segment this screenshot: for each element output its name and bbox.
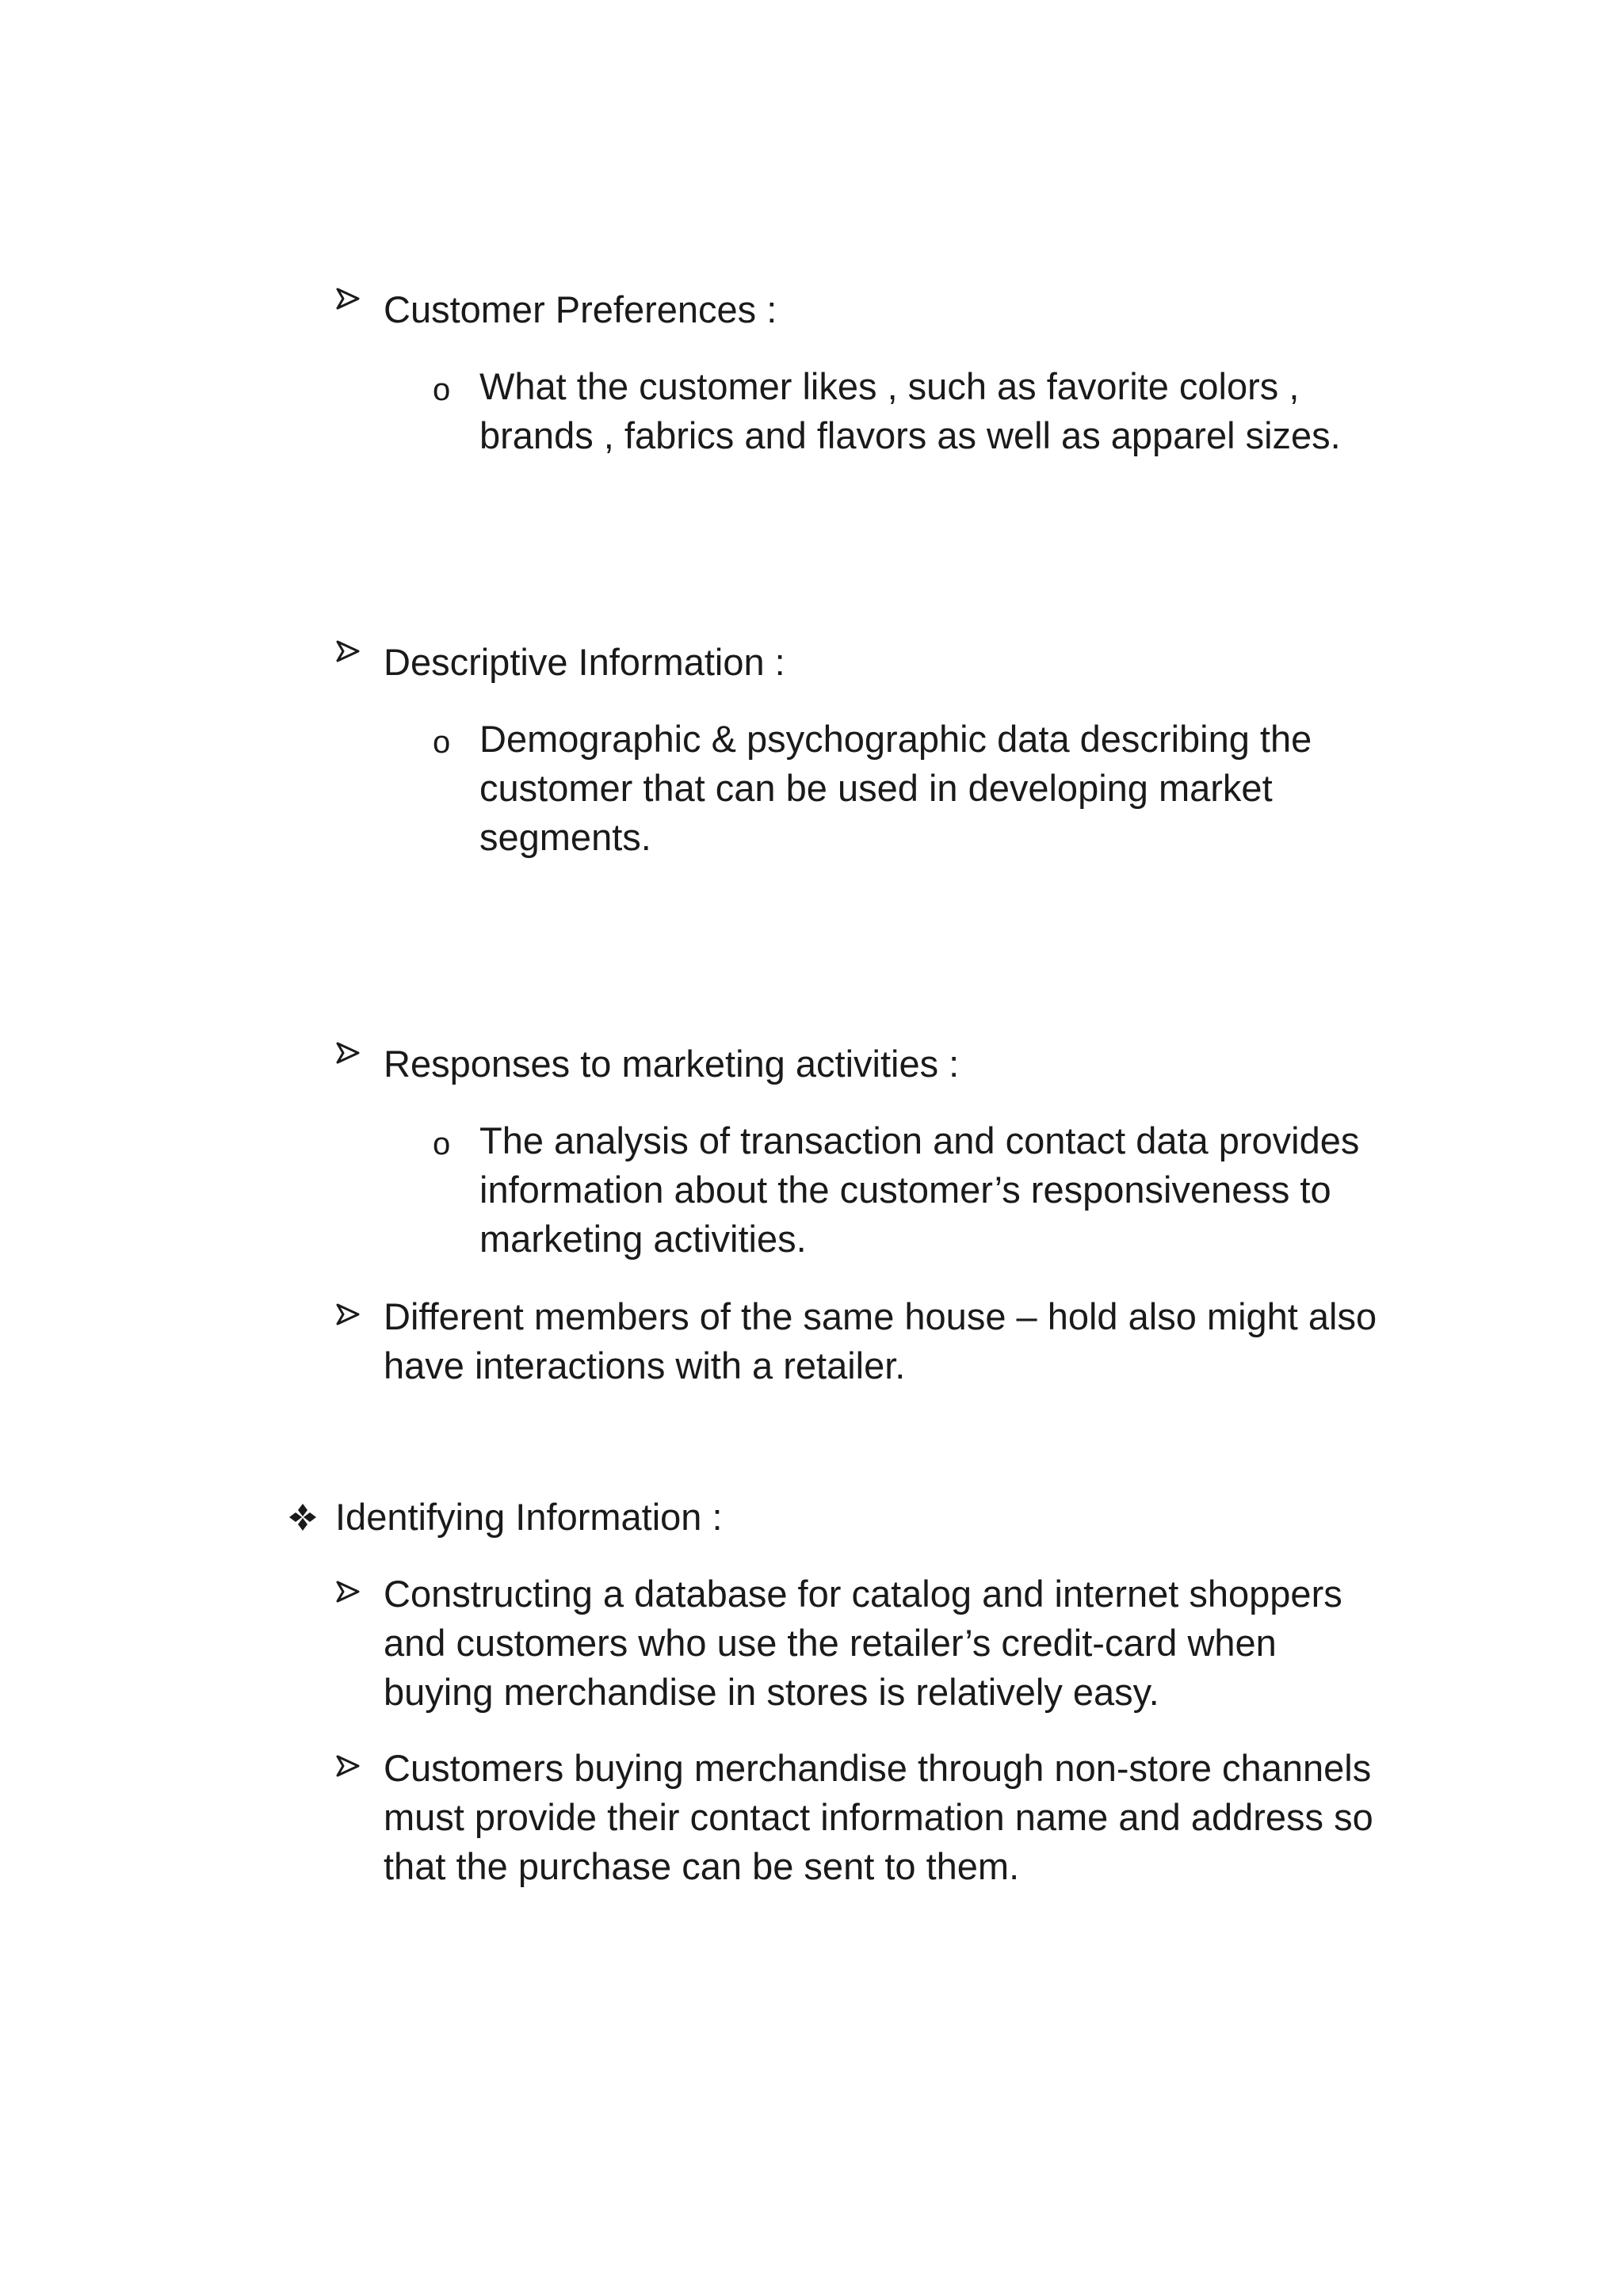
- section-heading: Different members of the same house – hold also might also: [384, 1295, 1377, 1337]
- arrowhead-bullet-icon: [336, 1041, 360, 1065]
- sub-point-line: customer that can be used in developing market: [479, 767, 1273, 809]
- point-line: Customers buying merchandise through non-store channels: [384, 1747, 1372, 1789]
- section-heading: have interactions with a retailer.: [384, 1344, 906, 1386]
- arrowhead-bullet-icon: [336, 1580, 360, 1604]
- section-heading: Customer Preferences :: [384, 288, 777, 330]
- point-line: Constructing a database for catalog and internet shoppers: [384, 1573, 1342, 1615]
- sub-point-line: marketing activities.: [479, 1218, 807, 1260]
- arrowhead-bullet-icon: [336, 287, 360, 311]
- four-diamond-bullet-icon: [288, 1502, 318, 1532]
- sub-point-line: information about the customer’s responsiveness to: [479, 1169, 1331, 1211]
- circle-bullet: o: [433, 372, 451, 407]
- arrowhead-bullet-icon: [336, 639, 360, 663]
- section-title: Identifying Information :: [335, 1496, 723, 1538]
- point-line: buying merchandise in stores is relatively easy.: [384, 1671, 1159, 1713]
- point-line: and customers who use the retailer’s credit-card when: [384, 1622, 1277, 1664]
- arrowhead-bullet-icon: [336, 1302, 360, 1326]
- sub-point-line: brands , fabrics and flavors as well as apparel sizes.: [479, 414, 1341, 456]
- sub-point-line: The analysis of transaction and contact data provides: [479, 1119, 1360, 1161]
- sub-point-line: Demographic & psychographic data describing the: [479, 718, 1312, 760]
- sub-point-line: segments.: [479, 816, 651, 858]
- arrowhead-bullet-icon: [336, 1754, 360, 1778]
- point-line: that the purchase can be sent to them.: [384, 1845, 1020, 1887]
- circle-bullet: o: [433, 725, 451, 760]
- section-heading: Responses to marketing activities :: [384, 1043, 960, 1085]
- sub-point-line: What the customer likes , such as favorite colors ,: [479, 365, 1300, 407]
- section-heading: Descriptive Information :: [384, 641, 785, 683]
- point-line: must provide their contact information name and address so: [384, 1796, 1373, 1838]
- circle-bullet: o: [433, 1127, 451, 1161]
